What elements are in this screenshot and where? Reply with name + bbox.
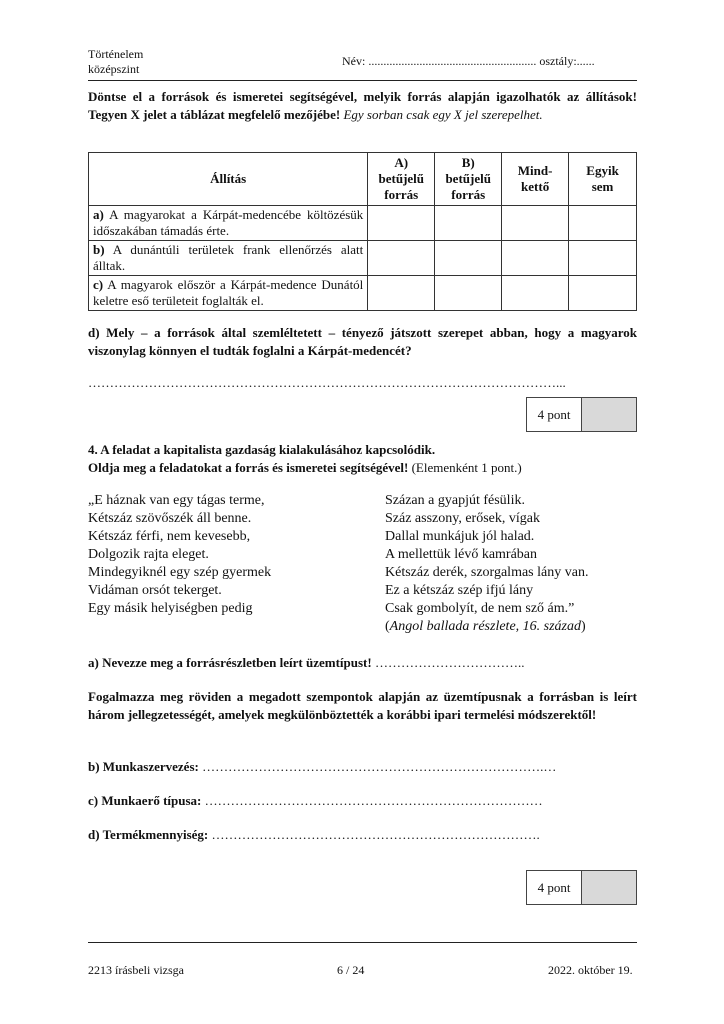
question-d2-label: d) Termékmennyiség: [88,827,209,842]
statement-cell [89,276,368,311]
poem-line: Kétszáz férfi, nem kevesebb, [88,529,251,544]
task4-instruction-note: (Elemenként 1 pont.) [411,460,522,475]
col-header-a-line2: betűjelű [378,171,425,186]
footer-page-number: 6 / 24 [337,963,365,977]
statement-letter: a) [93,207,104,222]
poem-line: Vidáman orsót tekerget. [88,583,222,598]
points-label: 4 pont [537,406,571,422]
col-header-statement: Állítás [89,153,368,206]
points-box [526,870,637,905]
task4-instruction-bold: Oldja meg a feladatokat a forrás és ismeretei segítségével! [88,460,409,475]
poem-line: Kétszáz derék, szorgalmas lány van. [385,565,589,580]
answer-cell-both[interactable] [502,276,569,311]
answer-line-d[interactable]: ………………………………………………………………………………………………... [88,375,566,390]
col-header-neither [569,153,637,206]
statement-cell [89,206,368,241]
answer-cell-both[interactable] [502,241,569,276]
poem-line: Dallal munkájuk jól halad. [385,529,535,544]
answer-cell-b[interactable] [435,241,502,276]
answer-cell-both[interactable] [502,206,569,241]
col-header-neither-line2: sem [591,179,614,194]
subject-name: Történelem [88,47,144,61]
col-header-source-b [435,153,502,206]
question-a-label: a) Nevezze meg a forrásrészletben leírt üzemtípust! [88,655,372,670]
footer-exam-code: 2213 írásbeli vizsga [88,963,184,977]
name-class-field[interactable]: Név: ........................................................ osztály:...... [342,54,595,68]
answer-line-b[interactable]: …………………………………………………………………….… [202,759,557,774]
poem-line: Mindegyiknél egy szép gyermek [88,565,272,580]
task4-instruction2 [88,688,637,724]
statement-cell [89,241,368,276]
col-header-both [502,153,569,206]
subject-header [88,47,143,77]
table-row [89,241,637,276]
col-header-neither-line1: Egyik [586,163,619,178]
exam-level: középszint [88,62,140,76]
col-header-a-line3: forrás [384,187,419,202]
poem-line: Dolgozik rajta eleget. [88,547,209,562]
col-header-a-line1: A) [394,155,409,170]
table-row [89,276,637,311]
answer-cell-b[interactable] [435,276,502,311]
question-c [88,792,543,810]
col-header-b-line2: betűjelű [445,171,491,186]
answer-cell-neither[interactable] [569,276,637,311]
table-row [89,206,637,241]
answer-line-a[interactable]: …………………………….. [374,655,525,670]
points-score-field[interactable] [581,398,636,431]
poem-source-citation: (Angol ballada részlete, 16. század) [385,619,586,634]
poem-line: Kétszáz szövőszék áll benne. [88,511,252,526]
poem-line: Csak gombolyít, de nem sző ám.” [385,601,575,616]
task3-instruction [88,88,637,124]
answer-table [88,152,637,311]
header-divider [88,80,637,81]
poem-left-column [88,492,271,618]
statement-text: A dunántúli területek frank ellenőrzés alatt álltak. [93,242,364,273]
task4-title: 4. A feladat a kapitalista gazdaság kialakulásához kapcsolódik. [88,442,436,457]
statement-letter: c) [93,277,104,292]
question-d [88,324,637,360]
task4-heading [88,441,637,477]
statement-text: A magyarokat a Kárpát-medencébe költözésük időszakában támadás érte. [93,207,364,238]
col-header-both-line2: kettő [521,179,550,194]
task3-instruction-bold: Döntse el a források és ismeretei segítségével, melyik forrás alapján igazolhatók az állítások! Tegyen X jelet a táblázat megfelelő mezőjébe! [88,89,637,122]
poem-line: Egy másik helyiségben pedig [88,601,253,616]
table-header-row [89,153,637,206]
points-score-field[interactable] [581,871,636,904]
question-b-label: b) Munkaszervezés: [88,759,199,774]
footer-date: 2022. október 19. [548,963,633,977]
statement-text: A magyarok először a Kárpát-medence Dunától keletre eső területeit foglalták el. [93,277,364,308]
task3-instruction-italic: Egy sorban csak egy X jel szerepelhet. [343,107,543,122]
question-d-text: d) Mely – a források által szemléltetett – tényező játszott szerepet abban, hogy a magyarok viszonylag könnyen el tudták foglalni a Kárpát-medencét? [88,325,637,358]
col-header-b-line1: B) [461,155,475,170]
question-a [88,654,524,672]
col-header-both-line1: Mind- [517,163,553,178]
points-label: 4 pont [537,879,571,895]
footer-divider [88,942,637,943]
answer-line-d2[interactable]: …………………………………………………………………. [211,827,540,842]
poem-source-title: Angol ballada részlete, 16. század [389,619,582,634]
task4-instruction2-text: Fogalmazza meg röviden a megadott szempontok alapján az üzemtípusnak a forrásban is leírt három jellegzetességét, amelyek megkülönböztették a korábbi ipari termelési módszerektől! [88,689,637,722]
answer-cell-a[interactable] [368,276,435,311]
answer-cell-b[interactable] [435,206,502,241]
poem-line: „E háznak van egy tágas terme, [88,493,265,508]
poem-right-column [385,492,588,636]
question-c-label: c) Munkaerő típusa: [88,793,202,808]
question-d2 [88,826,540,844]
answer-cell-a[interactable] [368,241,435,276]
poem-line: Százan a gyapjút fésülik. [385,493,525,508]
poem-line: A mellettük lévő kamrában [385,547,538,562]
poem-line: Ez a kétszáz szép ifjú lány [385,583,534,598]
col-header-source-a [368,153,435,206]
answer-cell-a[interactable] [368,206,435,241]
col-header-b-line3: forrás [451,187,486,202]
statement-letter: b) [93,242,105,257]
answer-cell-neither[interactable] [569,206,637,241]
points-box [526,397,637,432]
poem-line: Száz asszony, erősek, vígak [385,511,540,526]
question-b [88,758,556,776]
answer-line-c[interactable]: …………………………………………………………………… [204,793,543,808]
answer-cell-neither[interactable] [569,241,637,276]
